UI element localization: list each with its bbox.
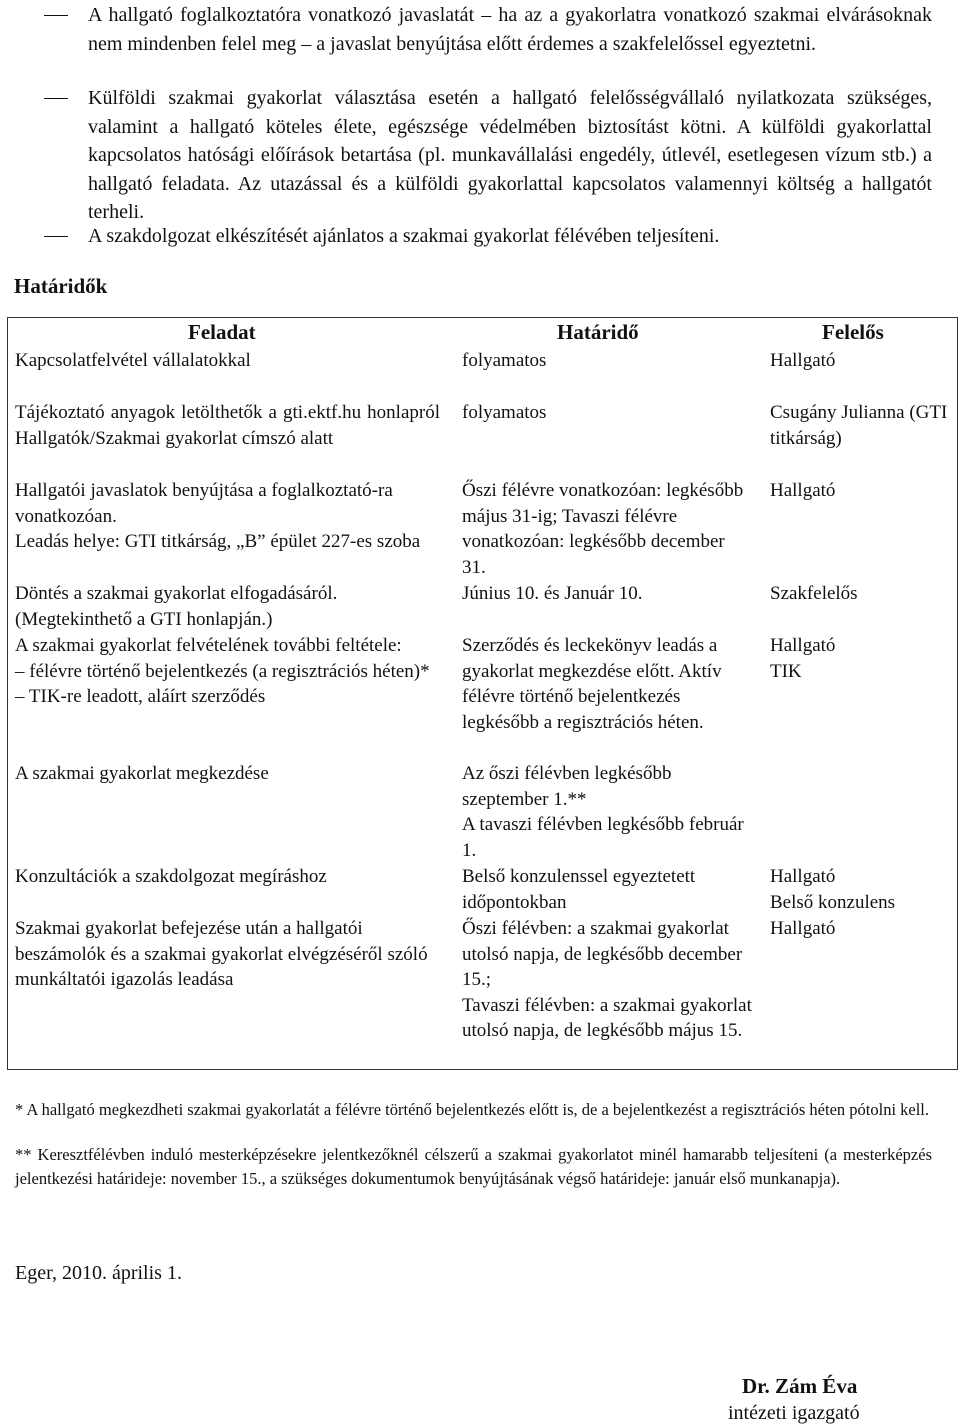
deadline-line: Tavaszi félévben: a szakmai gyakorlat utolsó napja, de legkésőbb május 15. — [462, 994, 752, 1042]
task-subitem: – TIK-re leadott, aláírt szerződés — [15, 686, 266, 708]
dash-bullet-icon — [44, 84, 82, 99]
table-cell-responsible: Hallgató — [770, 350, 836, 371]
table-cell-deadline — [462, 916, 752, 1044]
footnote-1: * A hallgató megkezdheti szakmai gyakorlatát a félévre történő bejelentkezés előtt is, de a bejelentkezést a regisztrációs héten pótolni kell. — [15, 1100, 930, 1119]
deadline-line: Őszi félévben: a szakmai gyakorlat utolsó napja, de legkésőbb december 15.; — [462, 918, 743, 991]
table-cell-task: Konzultációk a szakdolgozat megíráshoz — [15, 866, 327, 887]
responsible-line: TIK — [770, 660, 802, 682]
table-cell-deadline: Szerződés és leckekönyv leadás a gyakorlat megkezdése előtt. Aktív félévre történő bejelentkezés legkésőbb a regisztrációs héten. — [462, 635, 722, 733]
table-cell-deadline: folyamatos — [462, 402, 547, 423]
dash-bullet-icon — [44, 1, 82, 16]
table-cell-deadline: folyamatos — [462, 350, 547, 371]
table-cell-task: Kapcsolatfelvétel vállalatokkal — [15, 350, 251, 371]
signatory-title: intézeti igazgató — [728, 1402, 860, 1424]
dash-bullet-icon — [44, 222, 82, 237]
section-title: Határidők — [14, 274, 108, 298]
footnote-2: ** Keresztfélévben induló mesterképzésekre jelentkezőknél célszerű a szakmai gyakorlatot minél hamarabb teljesíteni (a mesterképzés jelentkezési határideje: november 15., a szükséges dokumentumok benyújtásának végső határideje: január első munkanapja). — [15, 1145, 932, 1188]
signatory-name: Dr. Zám Éva — [742, 1374, 858, 1398]
task-text: A szakmai gyakorlat felvételének további feltétele: — [15, 635, 402, 656]
table-cell-task: Szakmai gyakorlat befejezése után a hallgatói beszámolók és a szakmai gyakorlat elvégzéséről szóló munkáltatói igazolás leadása — [15, 918, 428, 991]
table-cell-task — [15, 478, 440, 555]
table-cell-deadline: Június 10. és Január 10. — [462, 583, 643, 604]
table-cell-responsible: Csugány Julianna (GTI titkárság) — [770, 402, 948, 449]
bullet-text: A hallgató foglalkoztatóra vonatkozó javaslatát – ha az a gyakorlatra vonatkozó szakmai elvárásoknak nem mindenben felel meg – a javaslat benyújtása előtt érdemes a szakfelelőssel egyeztetni. — [88, 4, 932, 55]
table-cell-deadline: Belső konzulenssel egyeztetett időpontokban — [462, 866, 696, 913]
table-cell-task: Tájékoztató anyagok letölthetők a gti.ektf.hu honlapról Hallgatók/Szakmai gyakorlat címszó alatt — [15, 402, 440, 449]
task-subitem: – félévre történő bejelentkezés (a regisztrációs héten)* — [15, 660, 430, 682]
bullet-text: Külföldi szakmai gyakorlat választása esetén a hallgató felelősségvállaló nyilatkozata szükséges, valamint a hallgató köteles élete, egészsége védelmében biztosítást kötni. A külföldi gyakorlattal kapcsolatos hatósági előírások betartása (pl. munkavállalási engedély, útlevél, esetlegesen vízum stb.) a hallgató feladata. Az utazással és a külföldi gyakorlattal kapcsolatos valamennyi költség a hallgatót terheli. — [88, 87, 932, 224]
responsible-line: Hallgató — [770, 635, 836, 656]
column-header-responsible: Felelős — [822, 320, 884, 344]
task-text-location: Leadás helye: GTI titkárság, „B” épület 227-es szoba — [15, 531, 421, 553]
column-header-deadline: Határidő — [557, 320, 639, 344]
table-cell-deadline — [462, 761, 752, 863]
table-cell-responsible — [770, 633, 955, 684]
task-text: Hallgatói javaslatok benyújtása a foglalkoztató-ra vonatkozóan. — [15, 480, 393, 527]
deadline-line: A tavaszi félévben legkésőbb február 1. — [462, 814, 744, 861]
place-date: Eger, 2010. április 1. — [15, 1262, 182, 1284]
column-header-task: Feladat — [188, 320, 256, 344]
table-cell-responsible: Szakfelelős — [770, 583, 858, 604]
table-cell-task: Döntés a szakmai gyakorlat elfogadásáról. (Megtekinthető a GTI honlapján.) — [15, 583, 338, 630]
bullet-item — [44, 222, 932, 251]
bullet-text: A szakdolgozat elkészítését ajánlatos a szakmai gyakorlat félévében teljesíteni. — [88, 225, 720, 247]
table-cell-deadline: Őszi félévre vonatkozóan: legkésőbb május 31-ig; Tavaszi félévre vonatkozóan: legkésőbb december 31. — [462, 480, 744, 578]
table-cell-responsible: Hallgató — [770, 480, 836, 501]
table-cell-responsible — [770, 864, 955, 915]
deadline-line: Az őszi félévben legkésőbb szeptember 1.** — [462, 763, 672, 810]
table-cell-task — [15, 633, 440, 710]
bullet-item — [44, 1, 932, 58]
responsible-line: Belső konzulens — [770, 891, 896, 913]
responsible-line: Hallgató — [770, 866, 836, 887]
table-cell-responsible: Hallgató — [770, 918, 836, 939]
bullet-item — [44, 84, 932, 227]
table-cell-task: A szakmai gyakorlat megkezdése — [15, 763, 269, 784]
